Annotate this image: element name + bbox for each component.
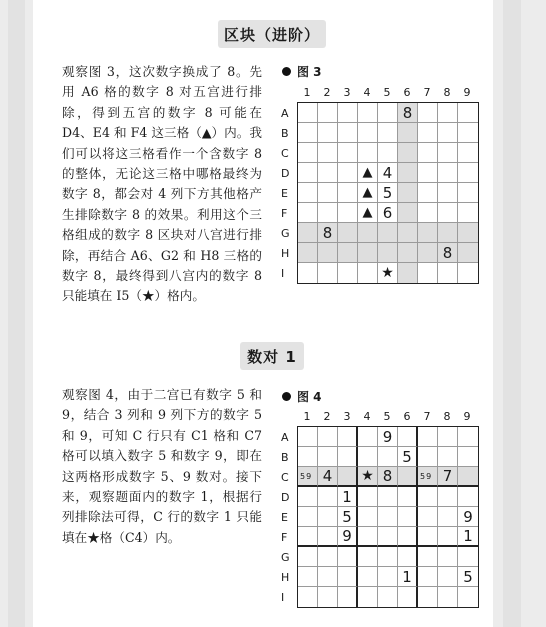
figure4-column-numbers [297, 410, 479, 424]
left-margin-band [0, 0, 33, 627]
figure3-sudoku-grid [297, 102, 479, 284]
cell-digit: 8 [402, 103, 413, 122]
grid-cell-f2 [318, 203, 338, 223]
grid-cell-i4 [358, 263, 378, 283]
grid-cell-f4 [358, 203, 378, 223]
grid-cell-i1 [298, 587, 318, 607]
grid-cell-g9 [458, 547, 478, 567]
grid-cell-d5 [378, 487, 398, 507]
grid-cell-g7 [418, 223, 438, 243]
grid-cell-h2 [318, 567, 338, 587]
grid-cell-f1 [298, 203, 318, 223]
grid-cell-b9 [458, 123, 478, 143]
grid-cell-b8 [438, 123, 458, 143]
grid-cell-b6 [398, 123, 418, 143]
grid-cell-f6 [398, 203, 418, 223]
column-number: 1 [303, 86, 311, 99]
column-number: 8 [443, 86, 451, 99]
grid-cell-b1 [298, 123, 318, 143]
grid-cell-f5 [378, 527, 398, 547]
grid-cell-f8 [438, 203, 458, 223]
column-number: 9 [463, 410, 471, 423]
grid-cell-e3 [338, 507, 358, 527]
grid-cell-e5 [378, 183, 398, 203]
grid-cell-h9 [458, 567, 478, 587]
grid-cell-d7 [418, 163, 438, 183]
grid-cell-b2 [318, 123, 338, 143]
grid-cell-a1 [298, 103, 318, 123]
grid-cell-h6 [398, 243, 418, 263]
grid-cell-b4 [358, 123, 378, 143]
grid-cell-e1 [298, 507, 318, 527]
grid-cell-d9 [458, 487, 478, 507]
grid-cell-i1 [298, 263, 318, 283]
grid-cell-h7 [418, 243, 438, 263]
grid-cell-c5 [378, 143, 398, 163]
grid-cell-f5 [378, 203, 398, 223]
grid-cell-d4 [358, 163, 378, 183]
grid-cell-e9 [458, 507, 478, 527]
grid-cell-b6 [398, 447, 418, 467]
grid-cell-b7 [418, 123, 438, 143]
grid-cell-i2 [318, 263, 338, 283]
grid-cell-c2 [318, 467, 338, 487]
grid-cell-g1 [298, 223, 318, 243]
cell-digit: 8 [382, 467, 393, 485]
grid-cell-d1 [298, 163, 318, 183]
grid-cell-i3 [338, 587, 358, 607]
grid-cell-c3 [338, 143, 358, 163]
candidate-digits: 59 [420, 472, 433, 481]
figure3-label-text: 图 3 [297, 65, 322, 79]
grid-cell-e1 [298, 183, 318, 203]
grid-cell-b5 [378, 447, 398, 467]
grid-cell-i5 [378, 263, 398, 283]
grid-cell-d3 [338, 487, 358, 507]
bullet-icon [282, 67, 291, 76]
grid-cell-d6 [398, 163, 418, 183]
grid-cell-a2 [318, 103, 338, 123]
cell-digit: 1 [402, 567, 412, 586]
row-label: G [281, 551, 290, 564]
row-label: B [281, 451, 289, 464]
row-label: B [281, 127, 289, 140]
grid-cell-c6 [398, 467, 418, 487]
figure3-row-labels [281, 104, 293, 286]
grid-cell-e2 [318, 183, 338, 203]
grid-cell-h4 [358, 243, 378, 263]
cell-digit: 5 [342, 507, 352, 526]
grid-cell-e3 [338, 183, 358, 203]
grid-cell-h5 [378, 243, 398, 263]
grid-cell-g7 [418, 547, 438, 567]
column-number: 2 [323, 410, 331, 423]
grid-cell-g9 [458, 223, 478, 243]
grid-cell-g6 [398, 547, 418, 567]
grid-cell-h4 [358, 567, 378, 587]
grid-cell-c9 [458, 467, 478, 487]
grid-cell-h7 [418, 567, 438, 587]
grid-cell-d3 [338, 163, 358, 183]
grid-cell-b2 [318, 447, 338, 467]
grid-cell-d4 [358, 487, 378, 507]
grid-cell-g5 [378, 223, 398, 243]
grid-cell-c3 [338, 467, 358, 487]
column-number: 4 [363, 86, 371, 99]
grid-cell-b3 [338, 447, 358, 467]
grid-cell-h2 [318, 243, 338, 263]
grid-cell-f8 [438, 527, 458, 547]
row-label: H [281, 571, 290, 584]
grid-cell-b7 [418, 447, 438, 467]
row-label: C [281, 471, 289, 484]
grid-cell-h6 [398, 567, 418, 587]
cell-digit: 1 [463, 527, 473, 545]
grid-cell-a9 [458, 103, 478, 123]
column-number: 2 [323, 86, 331, 99]
grid-cell-c6 [398, 143, 418, 163]
triangle-marker-icon: ▲ [362, 205, 373, 220]
grid-cell-e9 [458, 183, 478, 203]
grid-cell-e7 [418, 507, 438, 527]
grid-cell-a8 [438, 103, 458, 123]
row-label: F [281, 531, 288, 544]
grid-cell-g3 [338, 547, 358, 567]
triangle-marker-icon: ▲ [362, 165, 373, 180]
grid-cell-c7 [418, 467, 438, 487]
grid-cell-b5 [378, 123, 398, 143]
cell-digit: 4 [322, 467, 333, 485]
grid-cell-d1 [298, 487, 318, 507]
grid-cell-a7 [418, 427, 438, 447]
cell-digit: 9 [463, 507, 473, 526]
grid-cell-f3 [338, 527, 358, 547]
grid-cell-a3 [338, 103, 358, 123]
grid-cell-a3 [338, 427, 358, 447]
grid-cell-h8 [438, 567, 458, 587]
grid-cell-g8 [438, 547, 458, 567]
row-label: A [281, 107, 289, 120]
grid-cell-g2 [318, 223, 338, 243]
column-number: 4 [363, 410, 371, 423]
grid-cell-i8 [438, 587, 458, 607]
grid-cell-i6 [398, 263, 418, 283]
row-label: A [281, 431, 289, 444]
grid-cell-a4 [358, 427, 378, 447]
star-marker-icon: ★ [361, 468, 374, 484]
cell-digit: 5 [463, 567, 473, 586]
grid-cell-a7 [418, 103, 438, 123]
grid-cell-f9 [458, 527, 478, 547]
grid-cell-h3 [338, 567, 358, 587]
row-label: D [281, 491, 290, 504]
grid-cell-e6 [398, 507, 418, 527]
grid-cell-g1 [298, 547, 318, 567]
cell-digit: 8 [322, 223, 333, 242]
grid-cell-c8 [438, 467, 458, 487]
grid-cell-g8 [438, 223, 458, 243]
grid-cell-g4 [358, 223, 378, 243]
grid-cell-d2 [318, 163, 338, 183]
section-title-pair: 数对 1 [240, 342, 304, 370]
grid-cell-e8 [438, 183, 458, 203]
grid-cell-b4 [358, 447, 378, 467]
grid-cell-a8 [438, 427, 458, 447]
row-label: E [281, 511, 288, 524]
column-number: 8 [443, 410, 451, 423]
column-number: 3 [343, 86, 351, 99]
grid-cell-i9 [458, 587, 478, 607]
grid-cell-d8 [438, 487, 458, 507]
grid-cell-b9 [458, 447, 478, 467]
column-number: 3 [343, 410, 351, 423]
grid-cell-a9 [458, 427, 478, 447]
grid-cell-a6 [398, 103, 418, 123]
cell-digit: 5 [382, 183, 393, 202]
grid-cell-h9 [458, 243, 478, 263]
figure4-label [282, 388, 322, 405]
grid-cell-e5 [378, 507, 398, 527]
grid-cell-d8 [438, 163, 458, 183]
column-number: 7 [423, 86, 431, 99]
grid-cell-c1 [298, 143, 318, 163]
grid-cell-f6 [398, 527, 418, 547]
candidate-digits: 59 [300, 472, 313, 481]
column-number: 1 [303, 410, 311, 423]
row-label: D [281, 167, 290, 180]
grid-cell-g3 [338, 223, 358, 243]
row-label: I [281, 267, 285, 280]
grid-cell-i7 [418, 263, 438, 283]
grid-cell-i6 [398, 587, 418, 607]
cell-digit: 8 [442, 243, 453, 262]
grid-cell-e4 [358, 183, 378, 203]
grid-cell-e8 [438, 507, 458, 527]
grid-cell-e4 [358, 507, 378, 527]
grid-cell-f9 [458, 203, 478, 223]
section2-paragraph: 观察图 4，由于二宫已有数字 5 和 9，结合 3 列和 9 列下方的数字 5 和 9，可知 C 行只有 C1 格和 C7 格可以填入数字 5 和数字 9，即在这两格形成数字 5、9 数对。接下来，观察题面内的数字 1，根据行列排除法可得，C 行的数字 1 只能填在★格（C4）内。 [62, 387, 262, 545]
grid-cell-b8 [438, 447, 458, 467]
grid-cell-a5 [378, 103, 398, 123]
column-number: 5 [383, 410, 391, 423]
column-number: 7 [423, 410, 431, 423]
grid-cell-h8 [438, 243, 458, 263]
grid-cell-h1 [298, 567, 318, 587]
cell-digit: 5 [402, 447, 412, 466]
grid-cell-a2 [318, 427, 338, 447]
grid-cell-b1 [298, 447, 318, 467]
grid-cell-f7 [418, 203, 438, 223]
grid-cell-i9 [458, 263, 478, 283]
triangle-marker-icon: ▲ [362, 185, 373, 200]
grid-cell-c2 [318, 143, 338, 163]
cell-digit: 4 [382, 163, 393, 182]
grid-cell-c8 [438, 143, 458, 163]
grid-cell-i7 [418, 587, 438, 607]
cell-digit: 9 [342, 527, 352, 545]
column-number: 9 [463, 86, 471, 99]
grid-cell-c9 [458, 143, 478, 163]
grid-cell-f7 [418, 527, 438, 547]
grid-cell-a4 [358, 103, 378, 123]
grid-cell-c5 [378, 467, 398, 487]
row-label: G [281, 227, 290, 240]
grid-cell-i4 [358, 587, 378, 607]
row-label: H [281, 247, 290, 260]
grid-cell-g5 [378, 547, 398, 567]
grid-cell-d9 [458, 163, 478, 183]
grid-cell-a6 [398, 427, 418, 447]
cell-digit: 1 [342, 487, 352, 506]
grid-cell-d5 [378, 163, 398, 183]
grid-cell-d7 [418, 487, 438, 507]
section1-paragraph: 观察图 3，这次数字换成了 8。先用 A6 格的数字 8 对五宫进行排除，得到五宫的数字 8 可能在 D4、E4 和 F4 这三格（▲）内。我们可以将这三格看作一个含数字 8 的整体，无论这三格中哪格最终为数字 8，都会对 4 列下方其他格产生排除数字 8 的效果。利用这个三格组成的数字 8 区块对八宫进行排除，再结合 A6、G2 和 H8 三格的数字 8，最终得到八宫内的数字 8 只能填在 I5（★）格内。 [62, 64, 262, 304]
figure4-row-labels [281, 428, 293, 610]
column-number: 6 [403, 410, 411, 423]
grid-cell-h3 [338, 243, 358, 263]
grid-cell-f3 [338, 203, 358, 223]
grid-cell-i8 [438, 263, 458, 283]
grid-cell-c4 [358, 143, 378, 163]
figure4-sudoku-grid [297, 426, 479, 608]
star-marker-icon: ★ [381, 265, 394, 281]
grid-cell-b3 [338, 123, 358, 143]
grid-cell-h5 [378, 567, 398, 587]
grid-cell-g2 [318, 547, 338, 567]
grid-cell-e6 [398, 183, 418, 203]
row-label: I [281, 591, 285, 604]
grid-cell-e7 [418, 183, 438, 203]
grid-cell-i5 [378, 587, 398, 607]
figure4-label-text: 图 4 [297, 390, 322, 404]
row-label: F [281, 207, 288, 220]
right-margin-band [493, 0, 546, 627]
grid-cell-a1 [298, 427, 318, 447]
column-number: 5 [383, 86, 391, 99]
grid-cell-d2 [318, 487, 338, 507]
grid-cell-h1 [298, 243, 318, 263]
grid-cell-e2 [318, 507, 338, 527]
section-title-block-advanced: 区块（进阶） [218, 20, 326, 48]
column-number: 6 [403, 86, 411, 99]
grid-cell-g4 [358, 547, 378, 567]
grid-cell-c7 [418, 143, 438, 163]
cell-digit: 7 [442, 467, 453, 485]
grid-cell-c4 [358, 467, 378, 487]
cell-digit: 9 [382, 427, 393, 446]
figure3-column-numbers [297, 86, 479, 100]
grid-cell-f2 [318, 527, 338, 547]
grid-cell-g6 [398, 223, 418, 243]
bullet-icon [282, 392, 291, 401]
grid-cell-f1 [298, 527, 318, 547]
grid-cell-f4 [358, 527, 378, 547]
cell-digit: 6 [382, 203, 393, 222]
grid-cell-i3 [338, 263, 358, 283]
figure3-label [282, 63, 322, 80]
grid-cell-a5 [378, 427, 398, 447]
row-label: C [281, 147, 289, 160]
grid-cell-i2 [318, 587, 338, 607]
grid-cell-d6 [398, 487, 418, 507]
row-label: E [281, 187, 288, 200]
grid-cell-c1 [298, 467, 318, 487]
